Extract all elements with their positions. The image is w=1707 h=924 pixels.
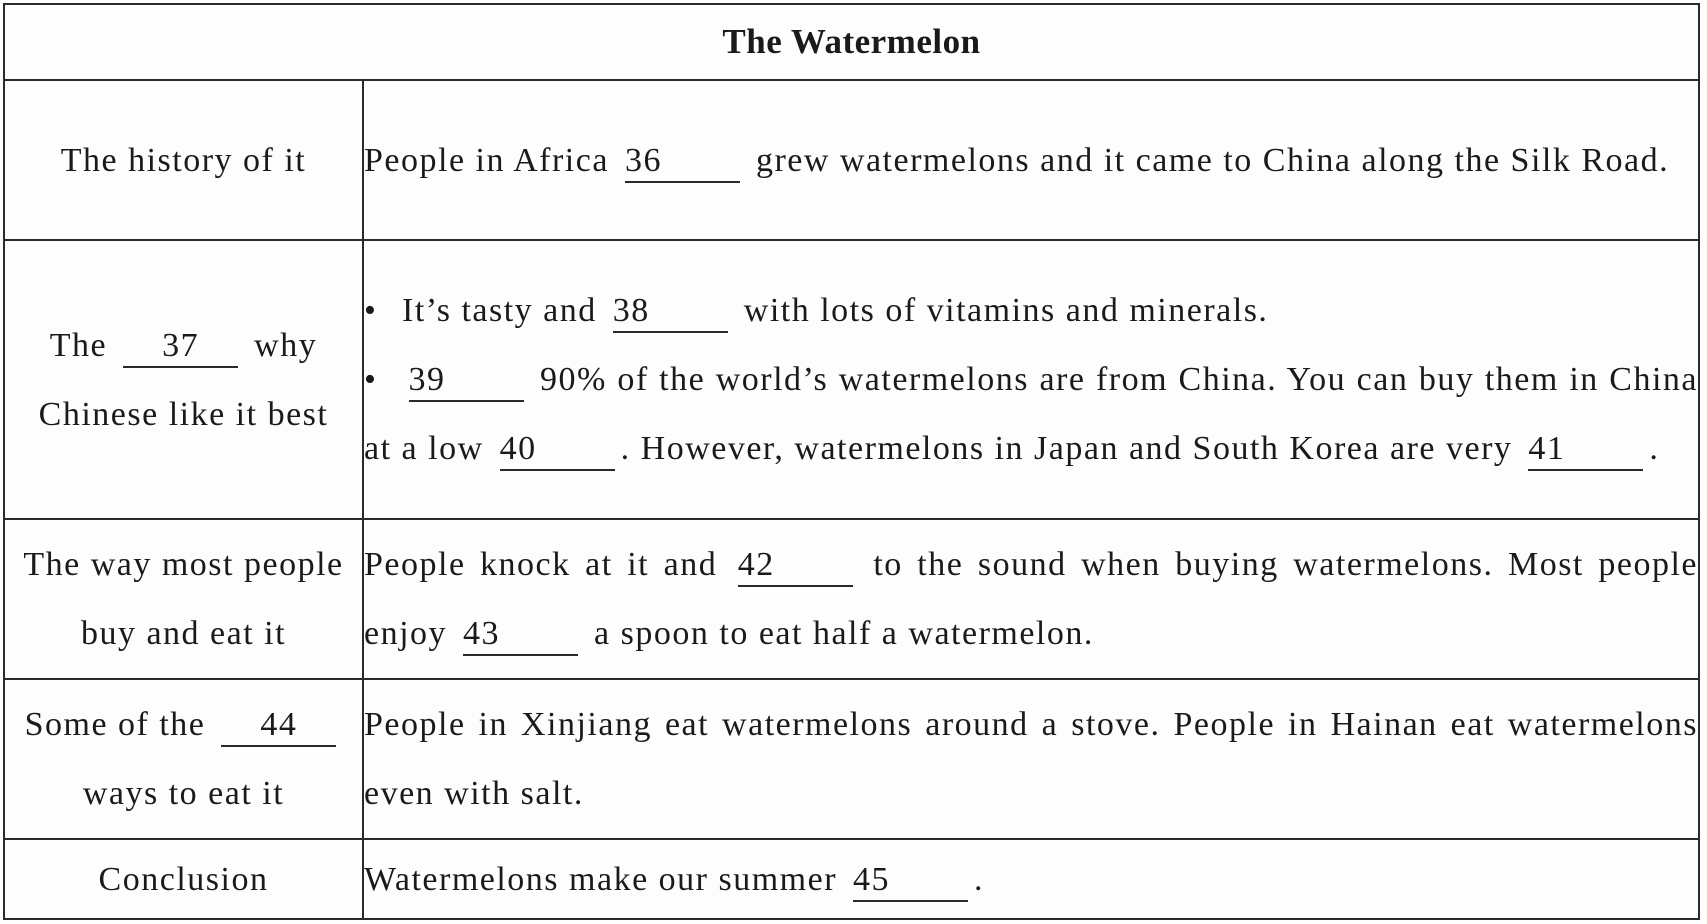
watermelon-table (3, 3, 1700, 920)
bullet2-part1: 90% of the world’s watermelons are from China. You can buy them in China at a low (364, 361, 1699, 467)
table-row (4, 519, 1699, 679)
blank-39[interactable]: 39 (409, 360, 524, 402)
table-title: The Watermelon (4, 4, 1699, 80)
history-text-after: grew watermelons and it came to China along the Silk Road. (755, 141, 1670, 179)
row-content-buy-eat (363, 519, 1699, 679)
blank-43[interactable]: 43 (463, 614, 578, 656)
bullet-line-2 (364, 345, 1698, 483)
conclusion-text-before: Watermelons make our summer (364, 860, 838, 898)
blank-37[interactable]: 37 (123, 326, 238, 368)
row-content-conclusion (363, 839, 1699, 919)
bullet1-after: with lots of vitamins and minerals. (743, 292, 1269, 329)
bullet-icon: • (364, 292, 378, 329)
buy-text-before: People knock at it and (364, 546, 718, 583)
buy-text-middle: to the sound when buying watermelons. Most people enjoy (364, 546, 1699, 652)
bullet-line-1 (364, 276, 1698, 345)
blank-36[interactable]: 36 (625, 141, 740, 183)
blank-45[interactable]: 45 (853, 860, 968, 902)
row-label-history: The history of it (4, 80, 363, 240)
table-row (4, 240, 1699, 519)
bullet1-before: It’s tasty and (402, 292, 597, 329)
blank-41[interactable]: 41 (1528, 429, 1643, 471)
blank-38[interactable]: 38 (613, 291, 728, 333)
blank-44[interactable]: 44 (221, 705, 336, 747)
row-content-reason (363, 240, 1699, 519)
bullet2-part2: . However, watermelons in Japan and South Korea are very (620, 430, 1513, 467)
blank-42[interactable]: 42 (738, 545, 853, 587)
row-content-history (363, 80, 1699, 240)
row-label-conclusion: Conclusion (4, 839, 363, 919)
row-label-buy-eat: The way most people buy and eat it (4, 519, 363, 679)
reason-label-after: why Chinese like it best (38, 326, 329, 433)
table-row (4, 839, 1699, 919)
blank-40[interactable]: 40 (500, 429, 615, 471)
row-label-ways (4, 679, 363, 839)
row-label-reason (4, 240, 363, 519)
table-row (4, 679, 1699, 839)
history-text-before: People in Africa (364, 141, 609, 179)
ways-label-after: ways to eat it (82, 775, 285, 812)
worksheet (3, 3, 1700, 918)
table-row (4, 80, 1699, 240)
row-content-ways: People in Xinjiang eat watermelons around a stove. People in Hainan eat watermelons even with salt. (363, 679, 1699, 839)
ways-label-before: Some of the (24, 706, 206, 743)
buy-text-after: a spoon to eat half a watermelon. (594, 615, 1094, 652)
bullet2-part3: . (1649, 430, 1660, 467)
bullet-icon: • (364, 361, 378, 398)
conclusion-text-after: . (974, 860, 985, 898)
reason-label-before: The (49, 326, 108, 364)
